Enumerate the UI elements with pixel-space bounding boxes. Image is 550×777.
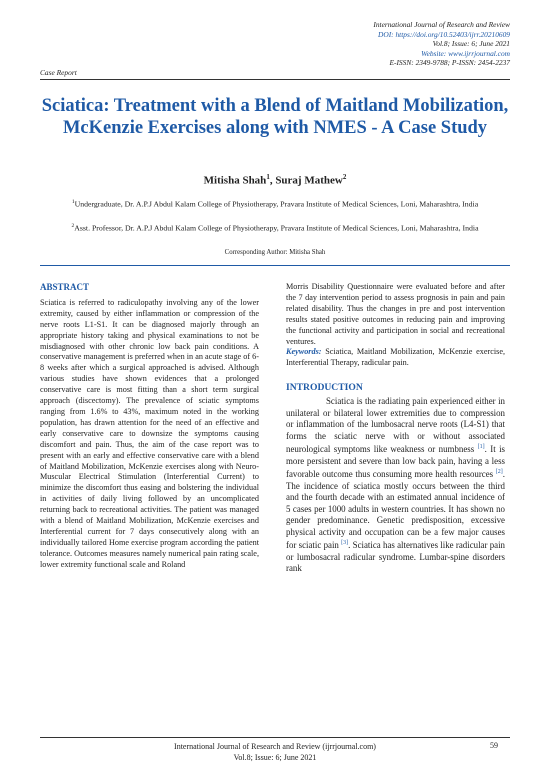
intro-text-4: . Sciatica has alternatives like radicular pain or lumbosacral radicular syndrome. Lumbar-spine disorders rank bbox=[286, 540, 505, 574]
citation-2[interactable]: [2] bbox=[495, 469, 503, 476]
journal-header bbox=[373, 20, 510, 68]
author-1: Mitisha Shah bbox=[203, 174, 267, 187]
author-2: Suraj Mathew bbox=[275, 174, 343, 187]
footer-journal: International Journal of Research and Review (ijrrjournal.com) bbox=[174, 742, 376, 751]
affiliation-1-sup: 1 bbox=[71, 199, 75, 205]
footer bbox=[40, 741, 510, 763]
keywords-text: Sciatica, Maitland Mobilization, McKenzie exercise, Interferential Therapy, radicular pain. bbox=[286, 347, 505, 368]
author-2-sup: 2 bbox=[342, 173, 347, 181]
report-type: Case Report bbox=[40, 68, 77, 77]
volume-info: Vol.8; Issue: 6; June 2021 bbox=[432, 39, 510, 49]
affiliation-1-text: Undergraduate, Dr. A.P.J Abdul Kalam College of Physiotherapy, Pravara Institute of Medical Sciences, Loni, Maharashtra, India bbox=[74, 199, 479, 209]
affiliation-2-text: Asst. Professor, Dr. A.P.J Abdul Kalam College of Physiotherapy, Pravara Institute of Medical Sciences, Loni, Maharashtra, India bbox=[74, 223, 479, 233]
keywords-label: Keywords: bbox=[286, 347, 322, 357]
author-separator: , bbox=[269, 174, 276, 187]
doi-link[interactable]: DOI: https://doi.org/10.52403/ijrr.20210609 bbox=[378, 29, 510, 39]
journal-name: International Journal of Research and Review bbox=[373, 20, 510, 29]
citation-3[interactable]: [3] bbox=[341, 540, 349, 547]
intro-text-1: Sciatica is the radiating pain experienced either in unilateral or bilateral lower extremities due to compression or inflammation of the lumbosacral nerve roots (L4-S1) that forms the sciatic nerve with or without associated neurological symptoms like weakness or numbness bbox=[286, 396, 505, 455]
affiliation-2-sup: 2 bbox=[71, 223, 75, 229]
abstract-continued: Morris Disability Questionnaire were evaluated before and after the 7 day intervention period to assess prognosis in pain and pain related disability. Thus the changes in pre and post intervention results stated positive outcomes in reducing pain and improving the functional activity and participation in social and recreational ventures. bbox=[286, 282, 505, 346]
header-divider bbox=[40, 79, 510, 80]
paper-title: Sciatica: Treatment with a Blend of Maitland Mobilization, McKenzie Exercises along with NMES - A Case Study bbox=[41, 96, 509, 138]
author-list bbox=[40, 173, 510, 187]
footer-divider bbox=[40, 737, 510, 738]
abstract-heading: ABSTRACT bbox=[40, 282, 90, 292]
corresponding-author: Corresponding Author: Mitisha Shah bbox=[224, 249, 326, 256]
affiliation-1 bbox=[52, 197, 498, 210]
intro-text-2: . It is more persistent and severe than low back pain, having a less favorable outcome thus consuming more health resources bbox=[286, 444, 505, 480]
left-column bbox=[40, 282, 259, 571]
introduction-heading: INTRODUCTION bbox=[286, 382, 363, 394]
footer-volume: Vol.8; Issue: 6; June 2021 bbox=[233, 753, 317, 762]
page-number: 59 bbox=[490, 741, 498, 750]
issn-info: E-ISSN: 2349-9788; P-ISSN: 2454-2237 bbox=[389, 58, 510, 68]
keywords bbox=[286, 347, 505, 369]
affiliation-2 bbox=[52, 221, 498, 234]
website-link[interactable]: Website: www.ijrrjournal.com bbox=[421, 48, 510, 58]
introduction-body bbox=[286, 396, 505, 574]
author-1-sup: 1 bbox=[266, 173, 270, 181]
title-divider bbox=[40, 265, 510, 266]
right-column bbox=[286, 282, 505, 575]
intro-text-3: . The incidence of sciatica mostly occurs between the third and the fourth decade with an estimated annual incidence of 5 cases per 1000 adults in western countries. It has shown no gender predominance. Genetic predisposition, excessive physical activity and occupation can be a few major causes for sciatic pain bbox=[286, 469, 505, 551]
citation-1[interactable]: [1] bbox=[477, 444, 485, 451]
abstract-body: Sciatica is referred to radiculopathy involving any of the lower extremity, caused by either inflammation or compression of the nerve roots L1-S1. It can be diagnosed majorly through an appropriate history taking and physical examinations to not be misdiagnosed with other chronic low back pain conditions. A conservative management is preferred when in an acute stage of 6-8 weeks after which a surgical approached is advised. Although various studies have shown evidences that a prolonged conservative care is most fitting than a short term surgical approach (discectomy). The prevalence of sciatic symptoms ranging from 1.6% to 43%, maximum noted in the working population, has drawn attention for the need of an effective and early conservative care to downsize the symptoms causing discomfort and pain. Thus, the aim of the case report was to present with an early and effective conservative care with a blend of Maitland Mobilization, McKenzie exercises along with Neuro-Muscular Electrical Stimulation (Interferential Current) to minimize the discomfort thus easing and bolstering the individual in activities of daily living followed by an uncomplicated returning back to recreational activities. The patient was managed with a blend of Maitland Mobilization, McKenzie exercises and Interferential current for 7 days consecutively along with an individually tailored Home exercise program according the patient tolerance. Outcomes measures namely numerical pain rating scale, lower extremity functional scale and Roland bbox=[40, 297, 259, 569]
